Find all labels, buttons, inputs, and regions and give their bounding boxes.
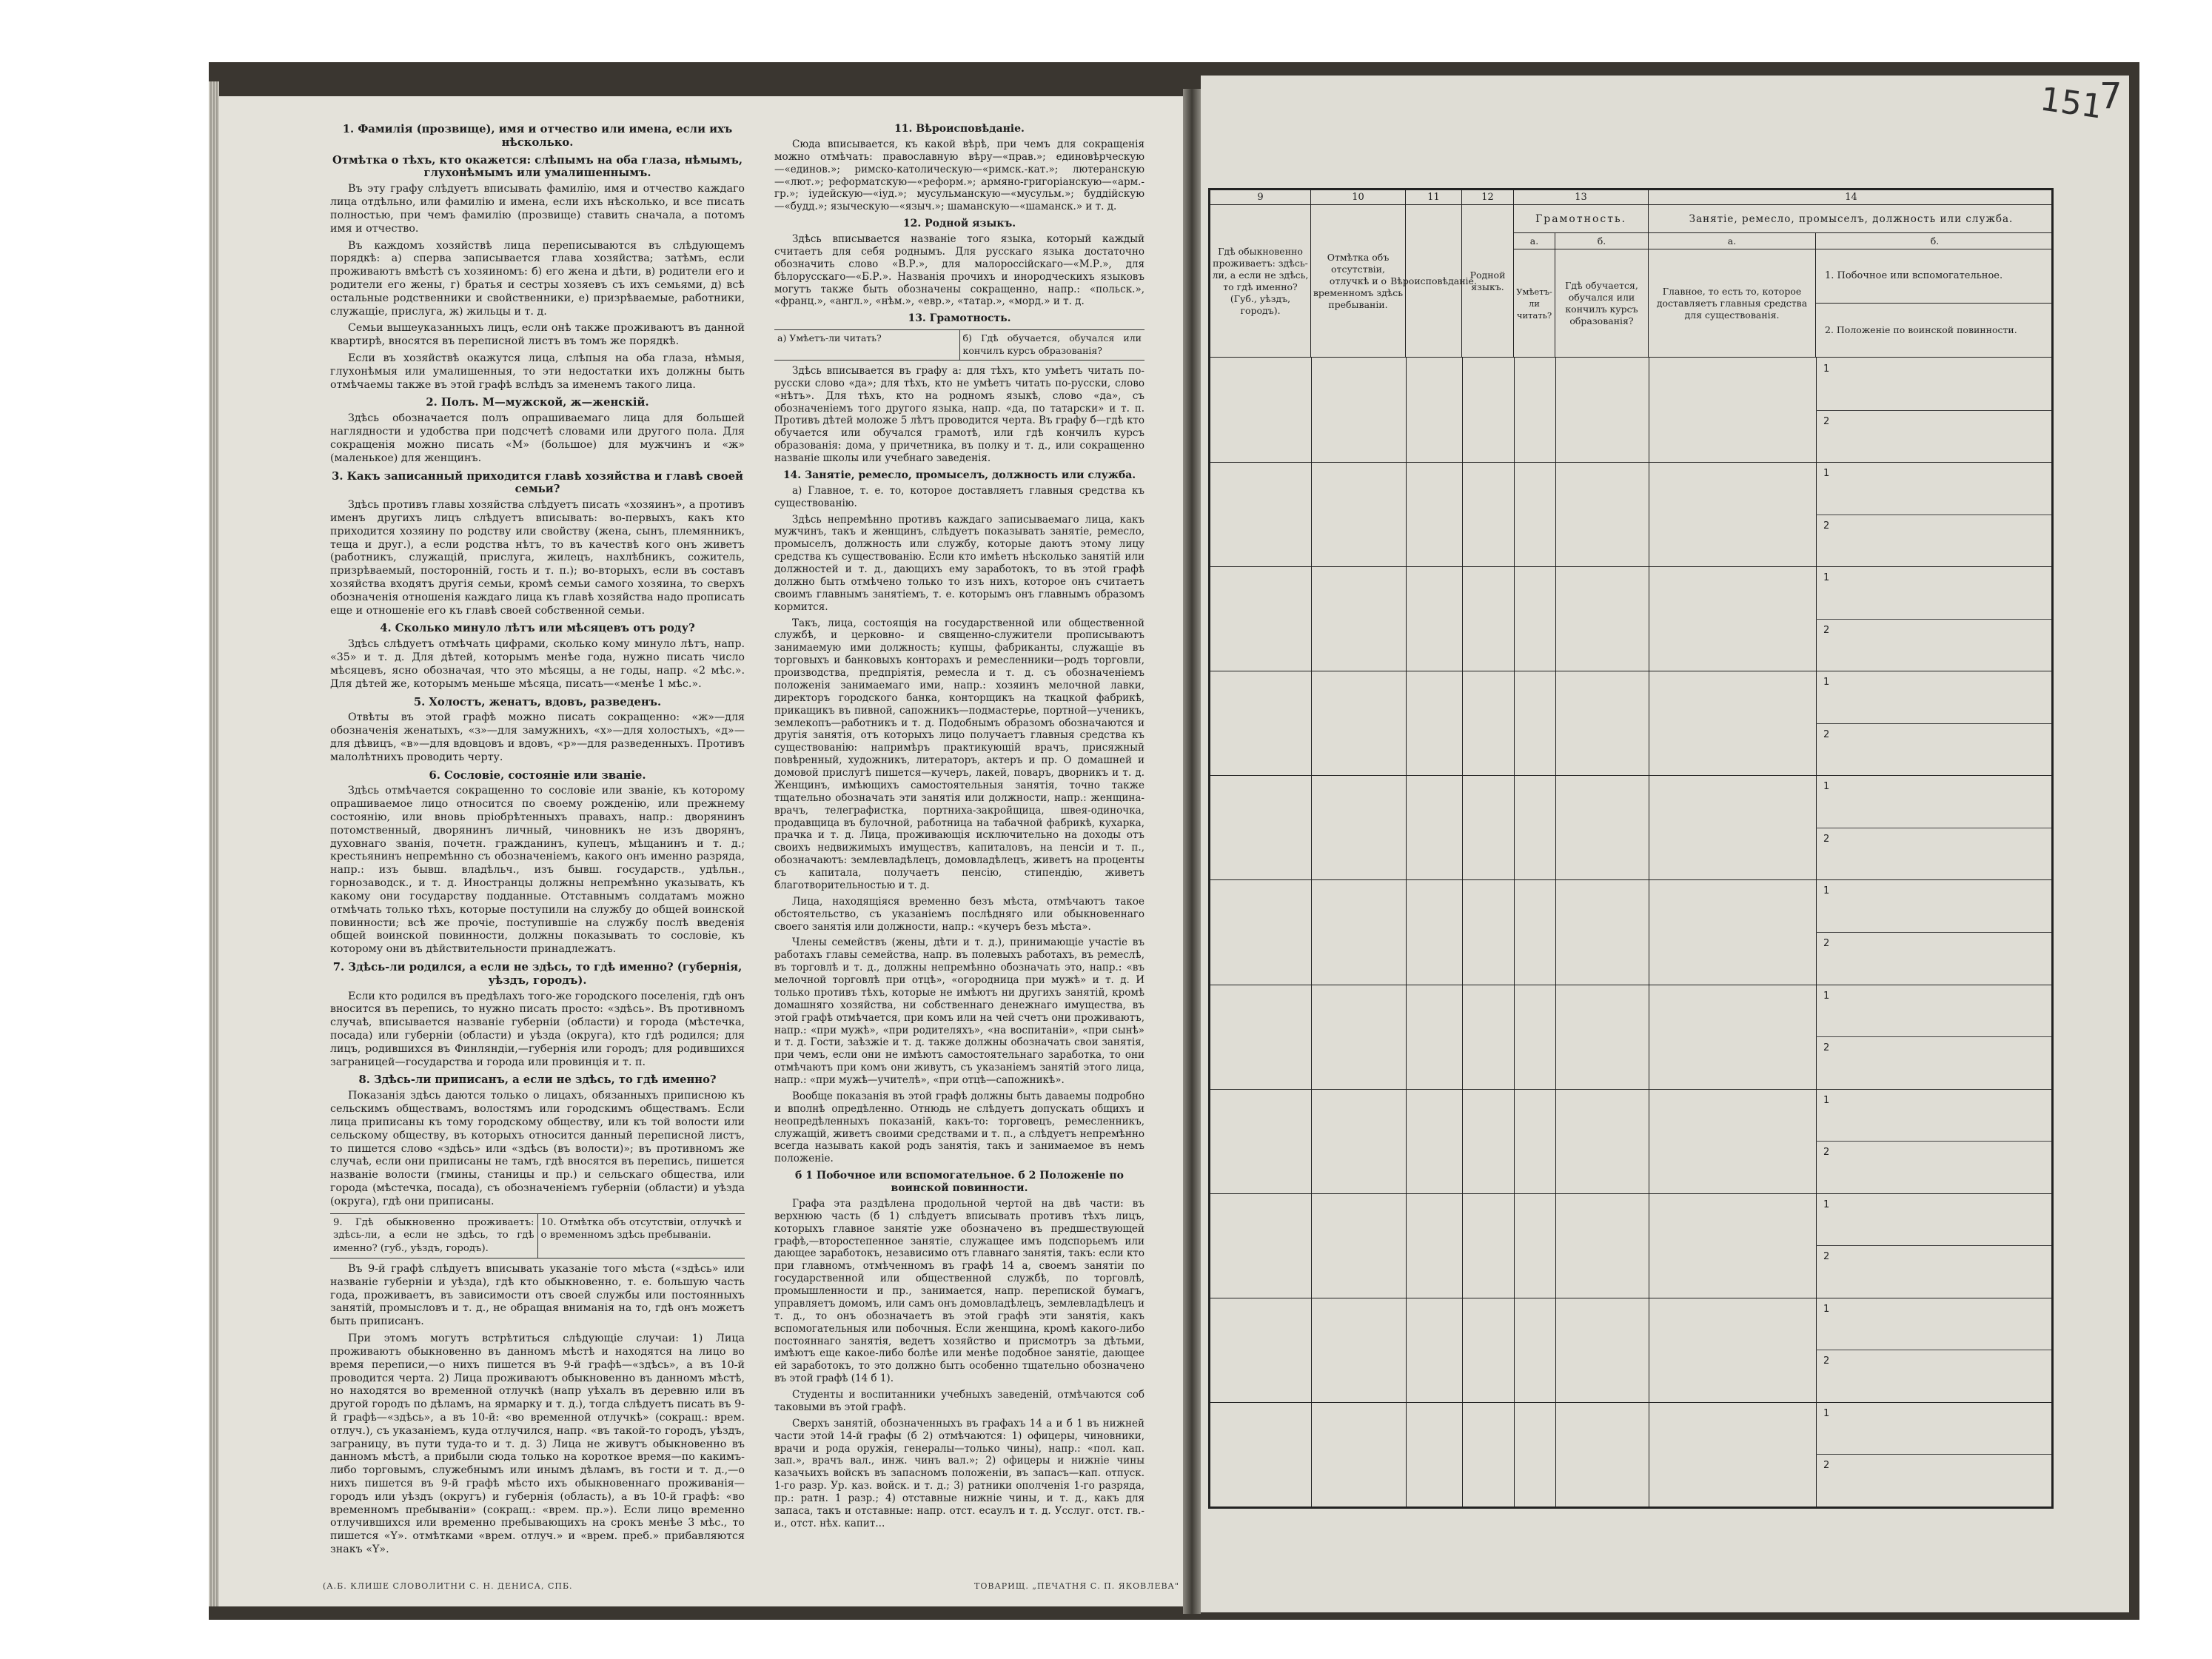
printer-imprint-left: (А.Б. КЛИШЕ СЛОВОЛИТНИ С. Н. ДЕНИСА, СПБ. [323,1581,573,1591]
row-subrow-number: 1 [1823,885,1830,897]
header-occupation: Занятіе, ремесло, промыселъ, должность или служба. [1649,205,2054,233]
instruction-paragraph: Если въ хозяйствѣ окажутся лица, слѣпыя на оба глаза, нѣмыя, глухонѣмыя или умалишенныя, то эти недостатки ихъ должны быть отмѣчаемы также въ этой графѣ вслѣдъ за именемъ такого лица. [330,352,745,391]
occupation-split-rule [1816,1245,2051,1246]
page-edges [209,81,219,1606]
instruction-subhead-left: а) Умѣетъ-ли читать? [777,332,882,344]
instruction-section-heading: 1. Фамилія (прозвище), имя и отчество или имена, если ихъ нѣсколько. [342,123,733,149]
instruction-subhead-left: 9. Гдѣ обыкновенно проживаетъ: здѣсь-ли, а если не здѣсь, то гдѣ именно? (губ., уѣздъ, городъ). [333,1216,534,1255]
row-subrow-number: 2 [1823,415,1830,427]
instruction-paragraph: Здѣсь слѣдуетъ отмѣчать цифрами, сколько кому минуло лѣтъ, напр. «35» и т. д. Для дѣтей, которымъ менѣе года, нужно писать число мѣсяцевъ, ясно обозначая, что это мѣсяцы, а не годы, напр. «2 мѣс.». Для дѣтей же, которымъ меньше мѣсяца, писать—«менѣе 1 мѣс.». [330,638,745,690]
instruction-paragraph: Графа эта раздѣлена продольной чертой на двѣ части: въ верхнюю часть (б 1) слѣдуетъ вписывать противъ тѣхъ лицъ, которыхъ главное занятіе уже обозначено въ предшествующей графѣ,—второстепенное занятіе, служащее имъ подспорьемъ или дающее заработокъ, независимо отъ главнаго занятія, такъ: если кто при главномъ, отмѣченномъ въ графѣ 14 а, своемъ занятіи по государственной или общественной службѣ, по торговлѣ, промышленности и пр., занимается, напр. перепиской бумагъ, управляетъ домомъ, или самъ онъ домовладѣлецъ, землевладѣлецъ и т. д., то онъ обозначаетъ въ этой графѣ эти занятія, какъ вспомогательныя или побочныя. Если женщина, кромѣ какого-либо постояннаго занятія, ведетъ хозяйство и присмотръ за дѣтьми, имѣютъ еще какое-либо болѣе или менѣе подобное занятіе, дающее ей заработокъ, то это должно быть особенно тщательно обозначено въ этой графѣ (14 б 1). [774,1197,1144,1385]
instructions-column-1 [330,118,745,1561]
row-subrow-number: 1 [1823,468,1830,480]
row-subrow-number: 2 [1823,833,1830,845]
row-subrow-number: 2 [1823,1355,1830,1367]
header-native-language: Родной языкъ. [1462,205,1514,358]
row-subrow-number: 2 [1823,1251,1830,1263]
table-row-rule [1210,462,2051,463]
table-row-rule [1210,1089,2051,1090]
instruction-paragraph: Въ 9-й графѣ слѣдуетъ вписывать указаніе того мѣста («здѣсь» или названіе губерніи и уѣзда), гдѣ кто обыкновенно, т. е. большую часть года, проживаетъ, въ зависимости отъ своей службы или постоянныхъ занятій, промысловъ и т. д., не обращая вниманія на то, гдѣ онъ можетъ быть приписанъ. [330,1263,745,1328]
occupation-split-rule [1816,1454,2051,1455]
header-can-read: Умѣетъ-ли читать? [1514,249,1555,358]
instruction-paragraph: При этомъ могутъ встрѣтиться слѣдующіе случаи: 1) Лица проживаютъ обыкновенно въ данномъ мѣстѣ и находятся на лицо во время переписи,—о нихъ пишется въ 9-й графѣ—«здѣсь», а въ 10-й проводится черта. 2) Лица проживаютъ обыкновенно въ данномъ мѣстѣ, но находятся во временной отлучкѣ (напр уѣхалъ въ деревню или въ другой городъ по дѣламъ, на ярмарку и т. д.), тогда слѣдуетъ писать въ 9-й графѣ—«здѣсь», а въ 10-й: «во временной отлучкѣ» (сокращ.: врем. отлуч.), съ указаніемъ, куда отлучился, напр. «въ такой-то городъ, уѣздъ, заграницу, въ пути туда-то и т. д. 3) Лица не живутъ обыкновенно въ данномъ мѣстѣ, а прибыли сюда только на короткое время—по какимъ-либо торговымъ, служебнымъ или инымъ дѣламъ, въ гости и т. д.,—о нихъ пишется въ 9-й графѣ мѣсто ихъ обыкновеннаго проживанія—городъ или уѣздъ (округъ) и губернія (область), а въ 10-й графѣ: «во временномъ пребываніи» (сокращ.: «врем. пр.»). Если лицо временно отлучившихся или временно пребывающихъ на срокъ менѣе 3 мѣс., то пишется «Y». отмѣтками «врем. отлуч.» и «врем. преб.» прибавляются знакъ «Y». [330,1333,745,1556]
instruction-section-heading: 6. Сословіе, состояніе или званіе. [429,768,646,782]
instruction-subhead [330,1213,745,1259]
instruction-section-heading: 2. Полъ. М—мужской, ж—женскій. [426,396,649,409]
row-subrow-number: 1 [1823,1199,1830,1210]
header-absence-mark: Отмѣтка объ отсутствіи, отлучкѣ и о временномъ здѣсь пребываніи. [1311,205,1406,358]
instruction-section-heading: 4. Сколько минуло лѣтъ или мѣсяцевъ отъ роду? [380,622,695,635]
row-subrow-number: 2 [1823,938,1830,949]
row-subrow-number: 1 [1823,1407,1830,1419]
right-page [1201,76,2129,1612]
occupation-split-rule [1816,1141,2051,1142]
instruction-paragraph: Лица, находящіяся временно безъ мѣста, отмѣчаютъ такое обстоятельство, съ указаніемъ послѣдняго или обыкновеннаго своего занятія или должности, напр.: «кучеръ безъ мѣста». [774,895,1144,933]
book-spine [1183,89,1201,1614]
instruction-paragraph: Здѣсь отмѣчается сокращенно то сословіе или званіе, къ которому опрашиваемое лицо относится по своему рожденію, или прежнему состоянію, или вновь пріобрѣтенныхъ правахъ, напр.: дворянинъ потомственный, дворянинъ личный, чиновникъ не изъ дворянъ, духовнаго званія, почетн. гражданинъ, купецъ, мѣщанинъ и т. д.; крестьянинъ непремѣнно съ обозначеніемъ, какого онъ именно разряда, напр.: изъ бывш. владѣльч., изъ бывш. государств., удѣльн., горнозаводск., и т. д. Иностранцы должны непремѣнно указывать, къ какому они государству подданные. Отставнымъ солдатамъ можно отмѣчать только тѣхъ, которые поступили на службу до общей воинской повинности; всѣ же прочіе, поступившіе на службу послѣ введенія общей воинской повинности, должны показывать то сословіе, къ которому они въ дѣйствительности принадлежатъ. [330,785,745,956]
instruction-paragraph: Сюда вписывается, къ какой вѣрѣ, при чемъ для сокращенія можно отмѣчать: православную вѣру—«прав.»; единовѣрческую—«единов.»; римско-католическую—«римск.-кат.»; лютеранскую—«лют.»; реформатскую—«реформ.»; армяно-григоріанскую—«арм.-гр.»; іудейскую—«іуд.»; мусульманскую—«мусульм.»; буддійскую—«будд.»; языческую—«языч.»; шаманскую—«шаманск.» и т. д. [774,138,1144,213]
printer-imprint-right: ТОВАРИЩ. „ПЕЧАТНЯ С. П. ЯКОВЛЕВА" [974,1581,1179,1591]
header-secondary-occupation: 1. Побочное или вспомогательное. [1816,249,2054,304]
instruction-section-heading: 7. Здѣсь-ли родился, а если не здѣсь, то гдѣ именно? (губернія, уѣздъ, городъ). [332,960,743,987]
instruction-paragraph: Здѣсь обозначается полъ опрашиваемаго лица для большей наглядности и удобства при подсчетѣ словами или другого пола. Для сокращенія можно писать «М» (большое) для мужчинъ и «ж» (маленькое) для женщинъ. [330,412,745,464]
header-occupation-a-letter: а. [1649,233,1816,249]
header-residence: Гдѣ обыкновенно проживаетъ: здѣсь-ли, а если не здѣсь, то гдѣ именно? (Губ., уѣздъ, городъ). [1210,205,1311,358]
occupation-split-rule [1816,1036,2051,1037]
row-subrow-number: 1 [1823,1094,1830,1106]
table-column-rule [1406,358,1407,1506]
instruction-paragraph: Отвѣты въ этой графѣ можно писать сокращенно: «ж»—для обозначенія женатыхъ, «з»—для замужнихъ, «х»—для холостыхъ, «д»—для дѣвицъ, «в»—для вдовцовъ и вдовъ, «р»—для разведенныхъ. Противъ малолѣтнихъ проводить черту. [330,711,745,763]
instruction-section-heading: 14. Занятіе, ремесло, промыселъ, должность или служба. [782,469,1136,481]
instruction-paragraph: Вообще показанія въ этой графѣ должны быть даваемы подробно и вполнѣ опредѣленно. Отнюдь не слѣдуетъ допускать общихъ и неопредѣленныхъ показаній, какъ-то: торговецъ, ремесленникъ, служащій, живетъ своими средствами и т. п., а слѣдуетъ непремѣнно всегда называть какой родъ занятія, такъ и занимаемое въ немъ положеніе. [774,1090,1144,1165]
table-row-rule [1210,1402,2051,1403]
instruction-section-heading: б 1 Побочное или вспомогательное. б 2 Положеніе по воинской повинности. [795,1170,1124,1194]
instruction-paragraph: Такъ, лица, состоящія на государственной или общественной службѣ, и церковно- и священно-служители прописываютъ занимаемую ими должность; купцы, фабриканты, служащіе въ торговыхъ и банковыхъ конторахъ и ремесленники—родъ торговли, производства, предпріятія, ремесла и т. д. съ обозначеніемъ положенія занимаемаго ими, напр.: хозяинъ мелочной лавки, директоръ городского банка, конторщикъ на ткацкой фабрикѣ, прикащикъ въ пивной, сапожникъ—подмастерье, портной—ученикъ, землекопъ—работникъ и т. д. Подобнымъ образомъ обозначаются и другія занятія, отъ которыхъ лицо получаетъ главныя средства къ существованію: напримѣръ практикующій врачъ, присяжный повѣренный, художникъ, литераторъ, актеръ и пр. О домашней и домовой прислугѣ пишется—кучеръ, лакей, поваръ, дворникъ и т. д. Женщинъ, имѣющихъ самостоятельныя занятія, точно также тщательно обозначать эти занятія или должности, напр.: женщина-врачъ, телеграфистка, портниха-закройщица, швея-одиночка, продавщица въ булочной, работница на табачной фабрикѣ, кухарка, прачка и т. д. Лица, проживающія исключительно на доходы отъ своихъ недвижимыхъ имуществъ, капиталовъ, на пенсіи и т. п., обозначаютъ: землевладѣлецъ, домовладѣлецъ, живетъ на проценты съ капитала, получаетъ пенсію, стипендію, живетъ благотворительностью и т. д. [774,617,1144,891]
instruction-paragraph: Семьи вышеуказанныхъ лицъ, если онѣ также проживаютъ въ данной квартирѣ, вносятся въ переписной листъ въ томъ же порядкѣ. [330,322,745,348]
occupation-split-rule [1816,619,2051,620]
instruction-subhead-right: 10. Отмѣтка объ отсутствіи, отлучкѣ и о временномъ здѣсь пребываніи. [537,1214,745,1258]
table-row-rule [1210,566,2051,567]
table-column-rule [1311,358,1312,1506]
instruction-paragraph: Въ эту графу слѣдуетъ вписывать фамилію, имя и отчество каждаго лица отдѣльно, или фамилію и имена, если ихъ нѣсколько, и все писать полностью, при чемъ фамилію (прозвище) ставить сначала, а потомъ имя и отчество. [330,183,745,235]
table-row-rule [1210,1193,2051,1194]
row-subrow-number: 2 [1823,1147,1830,1159]
row-subrow-number: 1 [1823,572,1830,584]
instruction-paragraph: а) Главное, т. е. то, которое доставляетъ главныя средства къ существованію. [774,484,1144,509]
header-literacy-b-letter: б. [1555,233,1649,249]
row-subrow-number: 1 [1823,1303,1830,1315]
occupation-split-rule [1816,723,2051,724]
header-literacy-a-letter: а. [1514,233,1555,249]
instruction-paragraph: Если кто родился въ предѣлахъ того-же городского поселенія, гдѣ онъ вносится въ перепись, то нужно писать просто: «здѣсь». Въ противномъ случаѣ, вписывается названіе губерніи (области) и города (мѣстечка, посада) или губерніи (области) и уѣзда (округа), кто гдѣ родился; для лицъ, родившихся въ Финляндіи,—губернія или городъ; для родившихся заграницей—государства и города или провинція и т. п. [330,990,745,1068]
header-military-status: 2. Положеніе по воинской повинности. [1816,304,2054,358]
row-subrow-number: 2 [1823,1460,1830,1472]
table-column-rule [1555,358,1556,1506]
instruction-section-heading: 5. Холостъ, женатъ, вдовъ, разведенъ. [413,695,662,708]
folio-number: 151 [2037,80,2105,127]
row-subrow-number: 1 [1823,781,1830,793]
header-main-occupation: Главное, то есть то, которое доставляетъ главныя средства для существованія. [1649,249,1816,358]
instruction-paragraph: Сверхъ занятій, обозначенныхъ въ графахъ 14 а и б 1 въ нижней части этой 14-й графы (б 2) отмѣчаются: 1) офицеры, чиновники, врачи и рода оружія, генералы—только чины), напр.: «пол. кап. зап.», врачъ вал., инж. чинъ вал.»; 2) офицеры и нижніе чины казачьихъ войскъ въ запасномъ положеніи, въ запасъ—кап. отпуск. 1-го разр. Ур. каз. войск. и т. д.; 3) ратники ополченія 1-го разряда, пр.: ратн. 1 разр.; 4) отставные нижніе чины, и т. д., какъ для запаса, такъ и отставные: напр. отст. есаулъ и т. д. Усслуг. отст. гв.-и., отст. нѣх. капит... [774,1417,1144,1529]
table-column-rule [1462,358,1463,1506]
table-row-rule [1210,879,2051,880]
instruction-section-heading: 12. Родной языкъ. [902,218,1016,230]
row-subrow-number: 2 [1823,624,1830,636]
instruction-section-heading: 8. Здѣсь-ли приписанъ, а если не здѣсь, то гдѣ именно? [358,1073,717,1087]
instruction-section-heading: 3. Какъ записанный приходится главѣ хозяйства и главѣ своей семьи? [332,469,743,496]
instruction-paragraph: Здѣсь вписывается въ графу а: для тѣхъ, кто умѣетъ читать по-русски слово «да»; для тѣхъ, кто не умѣетъ читать по-русски, слово «нѣтъ». Для тѣхъ, кто на родномъ языкѣ, слово «да», съ обозначеніемъ того другого языка, напр. «да, по татарски» и т. п. Противъ дѣтей моложе 5 лѣтъ проводится черта. Въ графу б—гдѣ кто обучается или обучался грамотѣ, или гдѣ кончилъ курсъ образованія: дома, у причетника, въ полку и т. д., или сокращенно названіе школы или учебнаго заведенія. [774,364,1144,464]
instruction-paragraph: Въ каждомъ хозяйствѣ лица переписываются въ слѣдующемъ порядкѣ: а) сперва записывается глава хозяйства; затѣмъ, если проживаютъ вмѣстѣ съ хозяиномъ: б) его жена и дѣти, в) родители его и родители его жены, г) братья и сестры хозяевъ съ ихъ семьями, д) всѣ остальные родственники и свойственники, е) призрѣваемые, работники, служащіе, прислуга, ж) жильцы и т. д. [330,239,745,318]
row-subrow-number: 1 [1823,990,1830,1002]
table-row-rule [1210,775,2051,776]
instruction-section-heading: 11. Вѣроисповѣданіе. [894,123,1025,135]
census-form-table [1208,188,2054,1509]
col-number-13: 13 [1514,190,1649,205]
instruction-paragraph: Здѣсь вписывается названіе того языка, который каждый считаетъ для себя роднымъ. Для русскаго языка достаточно обозначить слово «В.Р.», для малороссійскаго—«М.Р.», для бѣлорусскаго—«Б.Р.». Названія прочихъ и инородческихъ языковъ могутъ также быть обозначены сокращенно, напр.: «польск.», «франц.», «англ.», «нѣм.», «евр.», «татар.», «морд.» и т. д. [774,233,1144,308]
col-number-10: 10 [1311,190,1406,205]
col-number-12: 12 [1462,190,1514,205]
occupation-split-rule [1816,410,2051,411]
instruction-section-heading: 13. Грамотность. [908,312,1011,325]
row-subrow-number: 2 [1823,1042,1830,1054]
instruction-paragraph: Показанія здѣсь даются только о лицахъ, обязанныхъ приписною къ сельскимъ обществамъ, волостямъ или городскимъ обществамъ. Если лица приписаны къ тому городскому обществу, или къ той волости или сельскому обществу, въ которыхъ относится данный переписной листъ, то пишется слово «здѣсь» или «здѣсь (въ волости)»; въ противномъ же случаѣ, если они приписаны не тамъ, гдѣ вносятся въ перепись, пишется названіе волости (гмины, станицы и пр.) и сельскаго общества, или города (мѣстечка, посада), съ обозначеніемъ губерніи (области) и уѣзда (округа), гдѣ они приписаны. [330,1090,745,1207]
header-literacy: Грамотность. [1514,205,1649,233]
header-occupation-b-letter: б. [1816,233,2054,249]
col-number-14: 14 [1649,190,2054,205]
instruction-paragraph: Здѣсь противъ главы хозяйства слѣдуетъ писать «хозяинъ», а противъ именъ другихъ лицъ слѣдуетъ вписывать: во-первыхъ, какъ кто приходится хозяину по родству или свойству (жена, сынъ, племянникъ, теща и друг.), а если родства нѣтъ, то въ качествѣ кого онъ живетъ (работникъ, служащій, прислуга, жилецъ, нахлѣбникъ, сожитель, призрѣваемый, посторонній, гость и т. п.); во-вторыхъ, если въ составъ хозяйства входятъ другія семьи, кромѣ семьи самого хозяина, то сверхъ обозначенія отношенія каждаго лица къ главѣ хозяйства надо прописать еще и отношеніе его къ главѣ своей собственной семьи. [330,499,745,617]
row-subrow-number: 1 [1823,677,1830,688]
instruction-subhead [774,329,1144,361]
instruction-paragraph: Здѣсь непремѣнно противъ каждаго записываемаго лица, какъ мужчинъ, такъ и женщинъ, слѣдуетъ показывать занятіе, ремесло, промыселъ, должность или службу, которые даютъ этому лицу средства къ существованію. Если кто имѣетъ нѣсколько занятій или должностей и т. д., дающихъ ему заработокъ, то въ этой графѣ должно быть отмѣчено только то изъ нихъ, которое онъ считаетъ своимъ главнымъ занятіемъ, т. е. которымъ онъ главнымъ образомъ кормится. [774,513,1144,613]
row-subrow-number: 1 [1823,363,1830,375]
header-religion: Вѣроисповѣданіе. [1406,205,1462,358]
occupation-split-rule [1816,932,2051,933]
row-subrow-number: 2 [1823,520,1830,532]
instruction-subhead-right: б) Гдѣ обучается, обучался или кончилъ курсъ образованія? [959,330,1145,360]
instructions-column-2 [774,118,1144,1534]
left-page [219,96,1183,1606]
table-column-rule [1514,358,1515,1506]
folio-number-secondary: 7 [2099,76,2122,117]
instruction-paragraph: Студенты и воспитанники учебныхъ заведеній, отмѣчаются соб таковыми въ этой графѣ. [774,1389,1144,1413]
col-number-11: 11 [1406,190,1462,205]
instruction-paragraph: Члены семействъ (жены, дѣти и т. д.), принимающіе участіе въ работахъ главы семейства, напр. въ полевыхъ работахъ, въ ремеслѣ, въ торговлѣ и т. д., должны непремѣнно обозначать это, напр.: «въ мелочной торговлѣ при отцѣ», «огородница при мужѣ» и т. д. И только противъ тѣхъ, которые не имѣютъ ни другихъ занятій, кромѣ домашняго хозяйства, ни собственнаго денежнаго имущества, въ этой графѣ отмѣчается, при комъ или на чей счетъ они проживаютъ, напр.: «при мужѣ», «при родителяхъ», «на воспитаніи», «при сынѣ» и т. д. Гости, заѣзжіе и т. д. также должны обозначать свои занятія, при чемъ, если они не имѣютъ самостоятельнаго заработка, то они отмѣчаютъ при комъ они живутъ, съ указаніемъ занятій этого лица, напр.: «при мужѣ—учителѣ», «при отцѣ—сапожникѣ». [774,936,1144,1086]
col-number-9: 9 [1210,190,1311,205]
header-education: Гдѣ обучается, обучался или кончилъ курсъ образованія? [1555,249,1649,358]
instruction-section-heading: Отмѣтка о тѣхъ, кто окажется: слѣпымъ на оба глаза, нѣмымъ, глухонѣмымъ или умалишеннымъ. [332,153,743,180]
row-subrow-number: 2 [1823,728,1830,740]
